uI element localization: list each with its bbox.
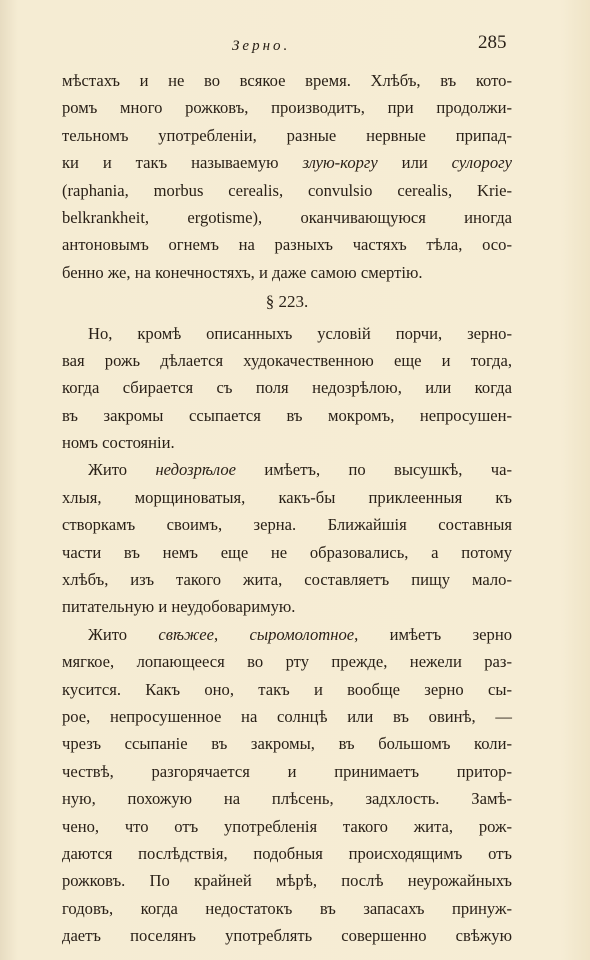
page-header bbox=[0, 30, 590, 60]
text-span: части въ немъ еще не образовались, а потому bbox=[62, 542, 512, 562]
text-line bbox=[62, 566, 512, 593]
text-span: § 223. bbox=[265, 292, 309, 312]
text-line bbox=[62, 456, 512, 483]
page-number: 285 bbox=[478, 32, 507, 53]
text-line bbox=[62, 511, 512, 538]
text-span: въ закромы ссыпается въ мокромъ, непросушен- bbox=[62, 405, 512, 425]
italic-term: сыромолотное bbox=[249, 624, 355, 644]
text-span: ромъ много рожковъ, производитъ, при продолжи- bbox=[62, 98, 512, 118]
text-span: , имѣетъ зерно bbox=[354, 624, 512, 644]
text-line bbox=[62, 539, 512, 566]
text-span: рожковъ. По крайней мѣрѣ, послѣ неурожайныхъ bbox=[62, 871, 512, 891]
text-line bbox=[62, 867, 512, 894]
text-span: кусится. Какъ оно, такъ и вообще зерно сы- bbox=[62, 679, 512, 699]
text-line bbox=[62, 122, 512, 149]
text-line bbox=[62, 320, 512, 347]
text-line bbox=[62, 922, 512, 949]
text-span: ки и такъ называемую bbox=[62, 153, 303, 173]
text-span: мѣстахъ и не во всякое время. Хлѣбъ, въ кото- bbox=[62, 71, 512, 90]
text-line bbox=[62, 785, 512, 812]
italic-term: сулорогу bbox=[451, 153, 512, 173]
text-span: питательную и неудобоваримую. bbox=[62, 597, 296, 617]
text-line bbox=[62, 758, 512, 785]
text-span: или bbox=[377, 153, 452, 173]
text-span: даются послѣдствія, подобныя происходящимъ отъ bbox=[62, 843, 512, 863]
body-text bbox=[62, 67, 512, 950]
text-span: хлыя, морщиноватыя, какъ-бы приклеенныя къ bbox=[62, 487, 512, 507]
text-line bbox=[62, 895, 512, 922]
text-line bbox=[62, 730, 512, 757]
text-span: Но, кромѣ описанныхъ условій порчи, зерно- bbox=[88, 323, 512, 343]
text-span: тельномъ употребленіи, разные нервные припад- bbox=[62, 125, 512, 145]
text-line bbox=[62, 813, 512, 840]
italic-term: недозрѣлое bbox=[155, 460, 237, 480]
text-line bbox=[62, 429, 512, 456]
text-span: чествѣ, разгорячается и принимаетъ притор- bbox=[62, 761, 512, 781]
text-line bbox=[62, 94, 512, 121]
text-span: хлѣбъ, изъ такого жита, составляетъ пищу мало- bbox=[62, 570, 512, 590]
text-span: даетъ поселянъ употреблять совершенно свѣжую bbox=[62, 926, 512, 946]
text-line bbox=[62, 840, 512, 867]
text-span: вая рожь дѣлается худокачественною еще и тогда, bbox=[62, 350, 512, 370]
italic-term: свѣжее bbox=[158, 624, 215, 644]
text-line bbox=[62, 204, 512, 231]
text-line bbox=[62, 703, 512, 730]
text-span: чено, что отъ употребленія такого жита, рож- bbox=[62, 816, 512, 836]
text-span: годовъ, когда недостатокъ въ запасахъ принуж- bbox=[62, 898, 512, 918]
text-span: мягкое, лопающееся во рту прежде, нежели раз- bbox=[62, 652, 512, 672]
italic-term: злую-коргу bbox=[302, 153, 378, 173]
text-span: Жито bbox=[88, 624, 159, 644]
text-span: бенно же, на конечностяхъ, и даже самою смертію. bbox=[62, 262, 423, 282]
text-span: номъ состояніи. bbox=[62, 433, 175, 453]
text-span: антоновымъ огнемъ на разныхъ частяхъ тѣла, осо- bbox=[62, 235, 512, 255]
text-line bbox=[62, 593, 512, 620]
section-heading bbox=[62, 288, 512, 315]
text-line bbox=[62, 259, 512, 286]
text-line bbox=[62, 67, 512, 94]
text-line bbox=[62, 402, 512, 429]
text-span: , bbox=[214, 624, 250, 644]
text-span: (raphania, morbus cerealis, convulsio cerealis, Krie- bbox=[62, 180, 512, 200]
text-span: ную, похожую на плѣсень, задхлость. Замѣ- bbox=[62, 789, 512, 809]
text-line bbox=[62, 347, 512, 374]
text-line bbox=[62, 676, 512, 703]
text-span: створкамъ своимъ, зерна. Ближайшія составныя bbox=[62, 515, 512, 535]
text-line bbox=[62, 231, 512, 258]
text-span: чрезъ ссыпаніе въ закромы, въ большомъ коли- bbox=[62, 734, 512, 754]
text-line bbox=[62, 177, 512, 204]
text-line bbox=[62, 648, 512, 675]
text-span: имѣетъ, по высушкѣ, ча- bbox=[236, 460, 513, 480]
text-line bbox=[62, 621, 512, 648]
text-line bbox=[62, 374, 512, 401]
text-span: рое, непросушенное на солнцѣ или въ овинѣ, — bbox=[62, 706, 512, 726]
text-line bbox=[62, 149, 512, 176]
text-span: когда сбирается съ поля недозрѣлою, или когда bbox=[62, 378, 512, 398]
running-title: Зерно. bbox=[232, 38, 291, 54]
text-line bbox=[62, 484, 512, 511]
text-span: belkrankheit, ergotisme), оканчивающуюся иногда bbox=[62, 207, 512, 227]
text-span: Жито bbox=[88, 460, 156, 480]
